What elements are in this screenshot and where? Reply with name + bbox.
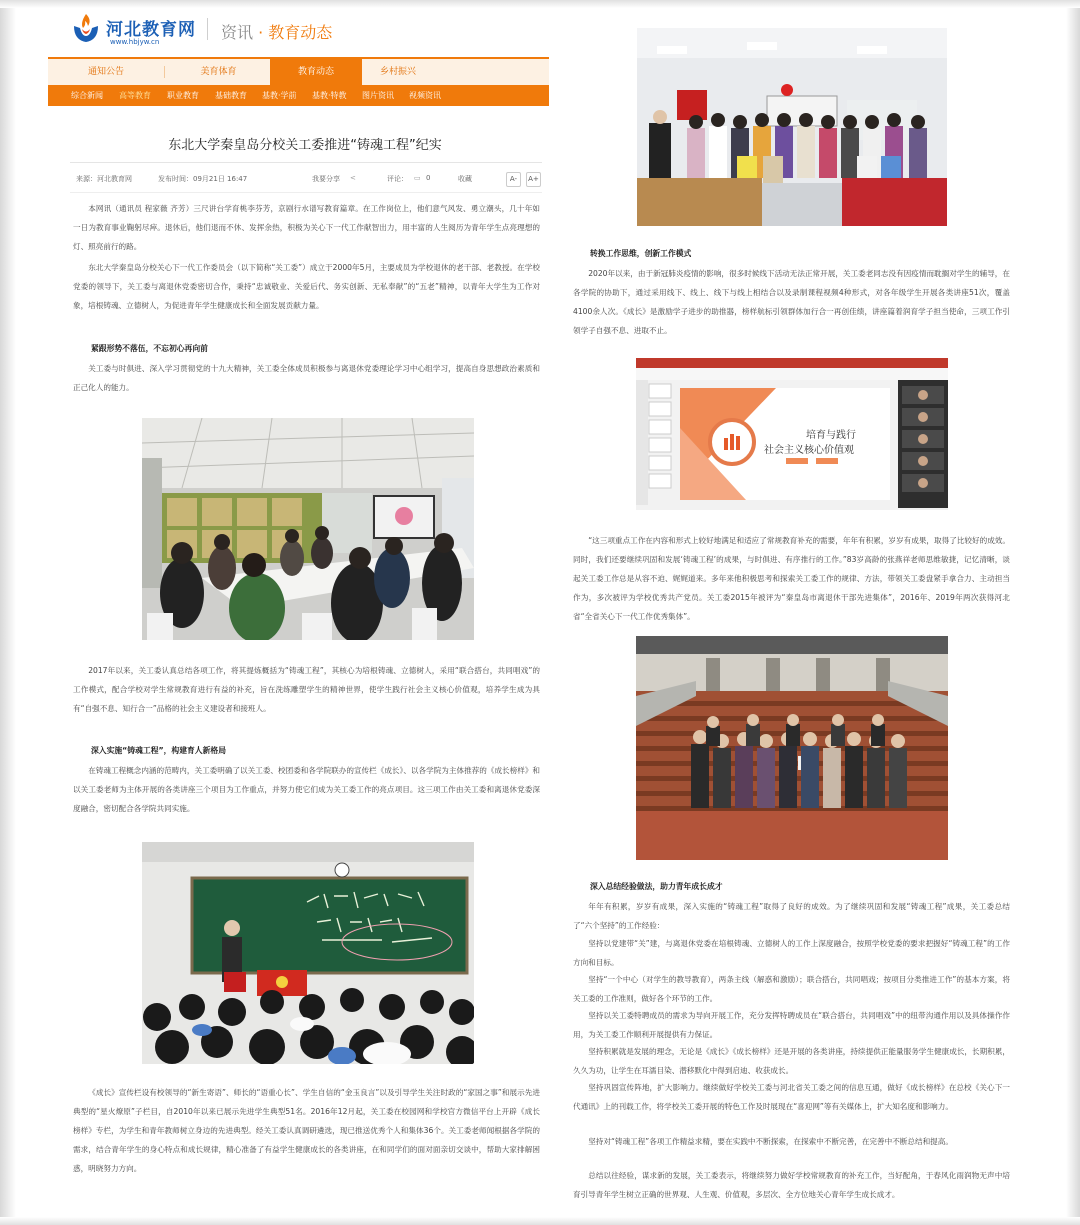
subnav-vocational[interactable]: 职业教育 [167,91,199,100]
article-meta [70,170,542,190]
paragraph-persist-2: 坚持“一个中心（对学生的教导教育），两条主线（解惑和激励）；联合搭台，共同唱戏；按项目分类推进工作”的基本方案，将关工委的工作准则，做好各个环节的工作。 [573,975,1010,1003]
photo-online-lecture [636,358,948,510]
paragraph-conclusion: 总结以往经验，谋求新的发展，关工委表示，将继续努力做好学校常规教育的补充工作，当好配角，于春风化雨润物无声中培育引导青年学生树立正确的世界观、人生观、价值观，多层次、全方位地关心青年学生成长成才。 [573,1171,1010,1199]
comment-label[interactable]: 评论： [387,175,408,183]
subheading-implement: 深入实施“铸魂工程”，构建育人新格局 [91,746,226,755]
page-shadow-top [0,0,1080,8]
subheading-keep-up: 紧跟形势不落伍，不忘初心再向前 [91,344,208,353]
paragraph-intro: 本网讯（通讯员 程家薇 齐芳）三尺讲台学育桃李芬芳，京剧行水谱写教育篇章。在工作岗位上，他们意气风发、勇立潮头，几十年如一日为教育事业鞠躬尽瘁。退休后，他们退而不休、发挥余热，积极为关心下一代工作献智出力，用丰富的人生阅历为青年学生点亮理想的灯、照亮前行的路。 [73,204,540,251]
tab-education-news[interactable]: 教育动态 [270,59,362,85]
favorite-button[interactable]: 收藏 [458,175,472,183]
meta-time: 发布时间：09月21日 16:47 [158,175,248,183]
tab-notice[interactable]: 通知公告 [87,67,124,77]
subnav-video-news[interactable]: 视频资讯 [409,91,441,100]
paragraph-about: 东北大学秦皇岛分校关心下一代工作委员会（以下简称“关工委”）成立于2000年5月，主要成员为学校退休的老干部、老教授。在学校党委的领导下，关工委与离退休党委密切合作，秉持“忠诚敬业、关爱后代、务实创新、无私奉献”的“五老”精神，以青年大学生为工作对象，培根铸魂、立德树人，为促进青年学生健康成长和全面发展贡献力量。 [73,263,540,310]
sub-nav [48,85,549,106]
share-button[interactable]: 我要分享 [312,175,340,183]
font-increase-button[interactable]: A+ [526,172,541,187]
section-heading [221,20,332,43]
subnav-special-ed[interactable]: 基教·特教 [312,91,347,100]
main-nav [48,57,549,85]
paragraph-persist-1: 坚持以党建带“关”建，与离退休党委在培根铸魂、立德树人的工作上深度融合，按照学校党委的要求把握好“铸魂工程”的工作方向和目标。 [573,939,1010,967]
header-divider [207,18,208,40]
paragraph-soul-project: 2017年以来，关工委认真总结各项工作，将其提炼概括为“铸魂工程”，其核心为培根铸魂、立德树人，采用“联合搭台，共同唱戏”的工作模式，配合学校对学生常规教育进行有益的补充，旨在洗练雕塑学生的精神世界，使学生践行社会主义核心价值观，培养学生成为具有“自强不息、知行合一”品格的社会主义建设者和接班人。 [73,666,540,713]
paragraph-persist-6: 坚持对“铸魂工程”各项工作精益求精，要在实践中不断探索，在探索中不断完善，在完善中不断总结和提高。 [588,1137,953,1146]
share-icon[interactable]: < [350,174,356,182]
subnav-photo-news[interactable]: 图片资讯 [362,91,394,100]
photo-group-indoor [637,28,947,226]
photo-meeting-room [142,418,474,640]
article-title: 东北大学秦皇岛分校关工委推进“铸魂工程”纪实 [168,138,442,153]
meta-divider [70,162,542,163]
subnav-basic[interactable]: 基础教育 [215,91,247,100]
paragraph-pandemic: 2020年以来，由于新冠肺炎疫情的影响，很多时候线下活动无法正常开展，关工委老同志没有因疫情而耽搁对学生的辅导，在各学院的协助下，通过采用线下、线上、线下与线上相结合以及录制课程视频4种形式，对各年级学生开展各类讲座51次，覆盖4100余人次。《成长》是激励学子进步的助推器，榜样航标引领群体加行合一再创佳绩，讲座篇着润育学子担当使命，三项工作引领学子自强不息、进取不止。 [573,269,1010,335]
section-prefix[interactable]: 资讯 [221,23,254,42]
torch-logo-icon [70,12,102,44]
paragraph-persist-4: 坚持积累就是发展的理念，无论是《成长》《成长榜样》还是开展的各类讲座，持续提供正能量服务学生健康成长，长期积累，久久为功，让学生在耳濡目染、潜移默化中得到启迪、收获成长。 [573,1047,1010,1075]
paragraph-persist-5: 坚持巩固宣传阵地，扩大影响力。继续做好学校关工委与河北省关工委之间的信息互通，做好《成长榜样》在总校《关心下一代通讯》上的刊载工作，将学校关工委开展的特色工作及时展现在“喜迎网”等有关媒体上，扩大知名度和影响力。 [573,1083,1010,1111]
font-decrease-button[interactable]: A- [506,172,521,187]
section-dot: · [258,23,264,42]
subnav-higher-ed[interactable]: 高等教育 [119,91,151,100]
subnav-preschool[interactable]: 基教·学前 [262,91,297,100]
meta-divider-bottom [70,192,542,193]
comment-count: 0 [426,174,431,182]
tab-arts-sports[interactable]: 美育体育 [200,67,237,77]
section-current[interactable]: 教育动态 [268,23,333,42]
subnav-general[interactable]: 综合新闻 [71,91,103,100]
site-logo[interactable] [70,10,210,50]
tab-rural-revitalization[interactable]: 乡村振兴 [379,67,416,77]
site-url: www.hbjyw.cn [110,38,160,46]
subheading-innovate: 转换工作思维，创新工作模式 [590,249,692,258]
paragraph-study: 关工委与时俱进、深入学习贯彻党的十九大精神，关工委全体成员积极参与离退休党委理论学习中心组学习，提高自身思想政治素质和正己化人的能力。 [73,364,540,392]
slide-title-line2: 社会主义核心价值观 [764,445,854,456]
paragraph-persist-3: 坚持以关工委特聘成员的需求为导向开展工作，充分发挥特聘成员在“联合搭台，共同唱戏”中的纽带沟通作用以及具体操作作用，为关工委工作顺利开展提供有力保证。 [573,1011,1010,1039]
slide-title-line1: 培育与践行 [806,430,856,441]
comment-icon[interactable]: ▭ [414,174,421,182]
page-shadow-left [0,0,16,1225]
site-name: 河北教育网 [106,20,196,40]
meta-source: 来源：河北教育网 [76,175,132,183]
paragraph-six-persist: 年年有积累，岁岁有成果，深入实施的“铸魂工程”取得了良好的成效。为了继续巩固和发展“铸魂工程”成果，关工委总结了“六个坚持”的工作经验： [573,902,1010,930]
paragraph-three-projects: 在铸魂工程概念内涵的范畴内，关工委明确了以关工委、校团委和各学院联办的宣传栏《成长》、以各学院为主体推荐的《成长榜样》和以关工委老师为主体开展的各类讲座三个项目为工作重点，并努力使它们成为关工委工作的亮点项目。这三项工作由关工委和离退休党委深度融合，密切配合各学院共同实施。 [73,766,541,813]
page-shadow-right [1066,0,1080,1225]
paragraph-growth-column: 《成长》宣传栏设有校领导的“新生寄语”、师长的“语重心长”、学生自信的“金玉良言”以及引导学生关注时政的“家国之事”和展示先进典型的“星火燎原”子栏目，自2010年以来已展示先进学生典型51名。2016年12月起，关工委在校园网和学校官方微信平台上开辟《成长榜样》专栏，为学生和青年教师树立身边的先进典型。经关工委认真调研遴选，现已推送优秀个人和集体36个。关工委老师闻根据各学院的需求，结合青年学生的身心特点和成长规律，精心准备了有益学生健康成长的各类讲座，在和同学们的面对面亲切交谈中，帮助大家排解困惑，明晓努力方向。 [73,1088,540,1173]
subheading-summarize: 深入总结经验做法，助力青年成长成才 [590,882,723,891]
photo-lecture-hall [142,842,474,1064]
page-shadow-bottom [0,1217,1080,1225]
photo-group-steps [636,636,948,860]
paragraph-interview: “这三项重点工作在内容和形式上较好地满足和适应了常规教育补充的需要，年年有积累，岁岁有成果，取得了比较好的成效。同时，我们还要继续巩固和发展‘铸魂工程’的成果，与时俱进、有序推行的工作。”83岁高龄的张燕祥老师思维敏捷，记忆清晰，谈起关工委工作总是从容不迫、娓娓道来。多年来他积极思考和探索关工委工作的规律、方法，带领关工委盘紧手拿合力、主动担当作为，多次被评为学校优秀共产党员。关工委2015年被评为“秦皇岛市离退休干部先进集体”，2016年、2019年两次获得河北省“全省关心下一代工作优秀集体”。 [573,536,1010,621]
